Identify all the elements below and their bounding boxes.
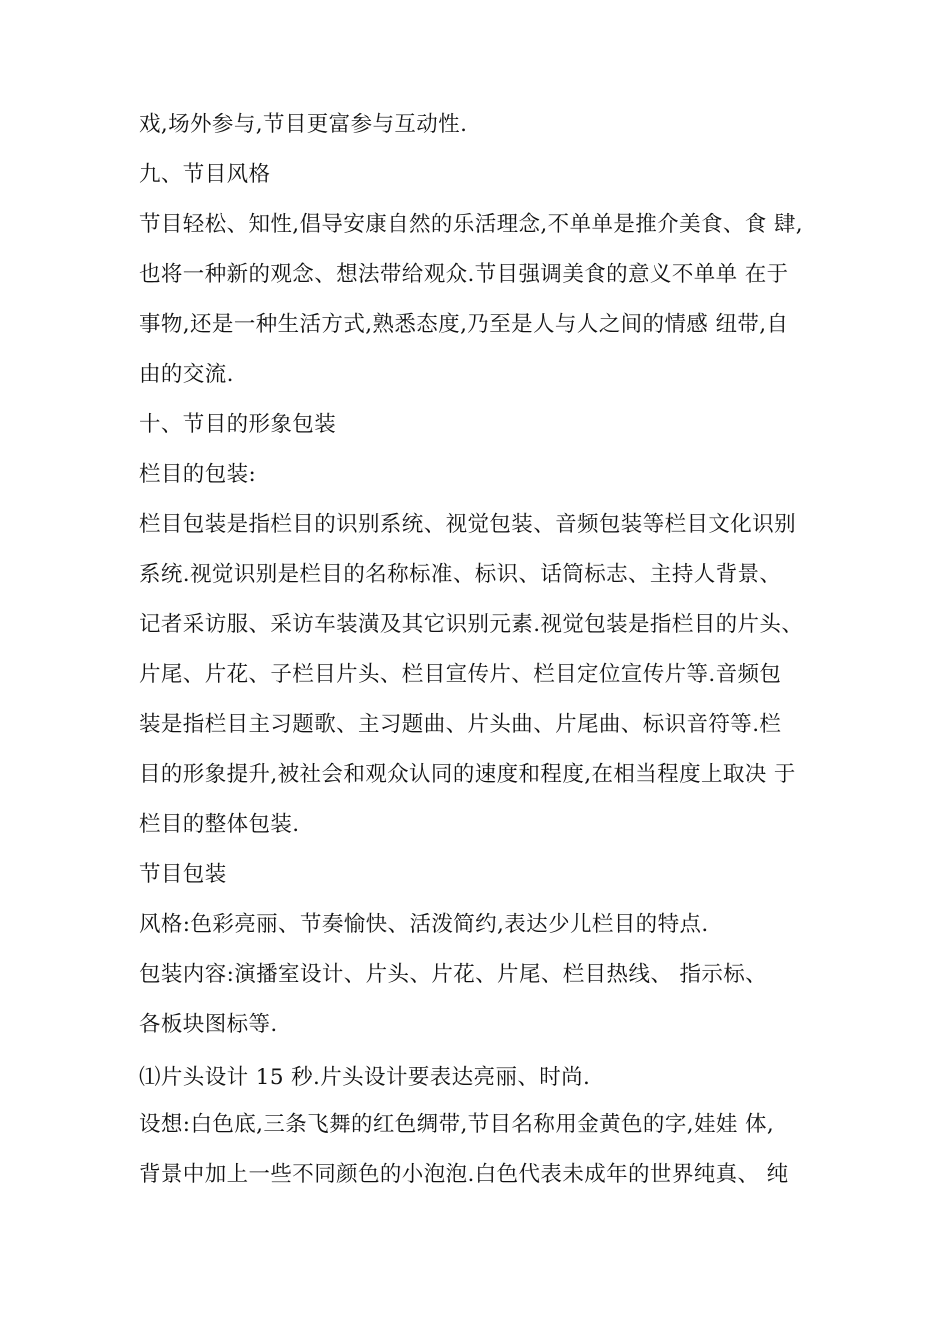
text-line: 装是指栏目主习题歌、主习题曲、片头曲、片尾曲、标识音符等.栏 xyxy=(139,712,782,737)
text-line: 由的交流. xyxy=(139,362,234,387)
text-line: 节目轻松、知性,倡导安康自然的乐活理念,不单单是推介美食、食 肆, xyxy=(139,212,804,237)
text-line: 设想:白色底,三条飞舞的红色绸带,节目名称用金黄色的字,娃娃 体, xyxy=(139,1112,775,1137)
text-line: 栏目的整体包装. xyxy=(139,812,300,837)
text-line: 栏目包装是指栏目的识别系统、视觉包装、音频包装等栏目文化识别 xyxy=(139,512,797,537)
text-line: ⑴片头设计 15 秒.片头设计要表达亮丽、时尚. xyxy=(139,1065,591,1090)
text-line: 系统.视觉识别是栏目的名称标准、标识、话筒标志、主持人背景、 xyxy=(139,562,782,587)
text-line: 事物,还是一种生活方式,熟悉态度,乃至是人与人之间的情感 纽带,自 xyxy=(139,312,789,337)
section-heading: 十、节目的形象包装 xyxy=(139,412,337,437)
text-line: 各板块图标等. xyxy=(139,1012,278,1037)
text-line: 也将一种新的观念、想法带给观众.节目强调美食的意义不单单 在于 xyxy=(139,262,789,287)
text-line: 包装内容:演播室设计、片头、片花、片尾、栏目热线、 指示标、 xyxy=(139,962,768,987)
subheading: 栏目的包装: xyxy=(139,462,257,487)
text-line: 目的形象提升,被社会和观众认同的速度和程度,在相当程度上取决 于 xyxy=(139,762,796,787)
text-line: 记者采访服、采访车装潢及其它识别元素.视觉包装是指栏目的片头、 xyxy=(139,612,804,637)
subheading: 节目包装 xyxy=(139,862,227,887)
text-line: 背景中加上一些不同颜色的小泡泡.白色代表未成年的世界纯真、 纯 xyxy=(139,1162,789,1187)
text-line: 片尾、片花、子栏目片头、栏目宣传片、栏目定位宣传片等.音频包 xyxy=(139,662,782,687)
text-line: 戏,场外参与,节目更富参与互动性. xyxy=(139,112,468,137)
text-line: 风格:色彩亮丽、节奏愉快、活泼简约,表达少儿栏目的特点. xyxy=(139,912,709,937)
section-heading: 九、节目风格 xyxy=(139,162,271,187)
